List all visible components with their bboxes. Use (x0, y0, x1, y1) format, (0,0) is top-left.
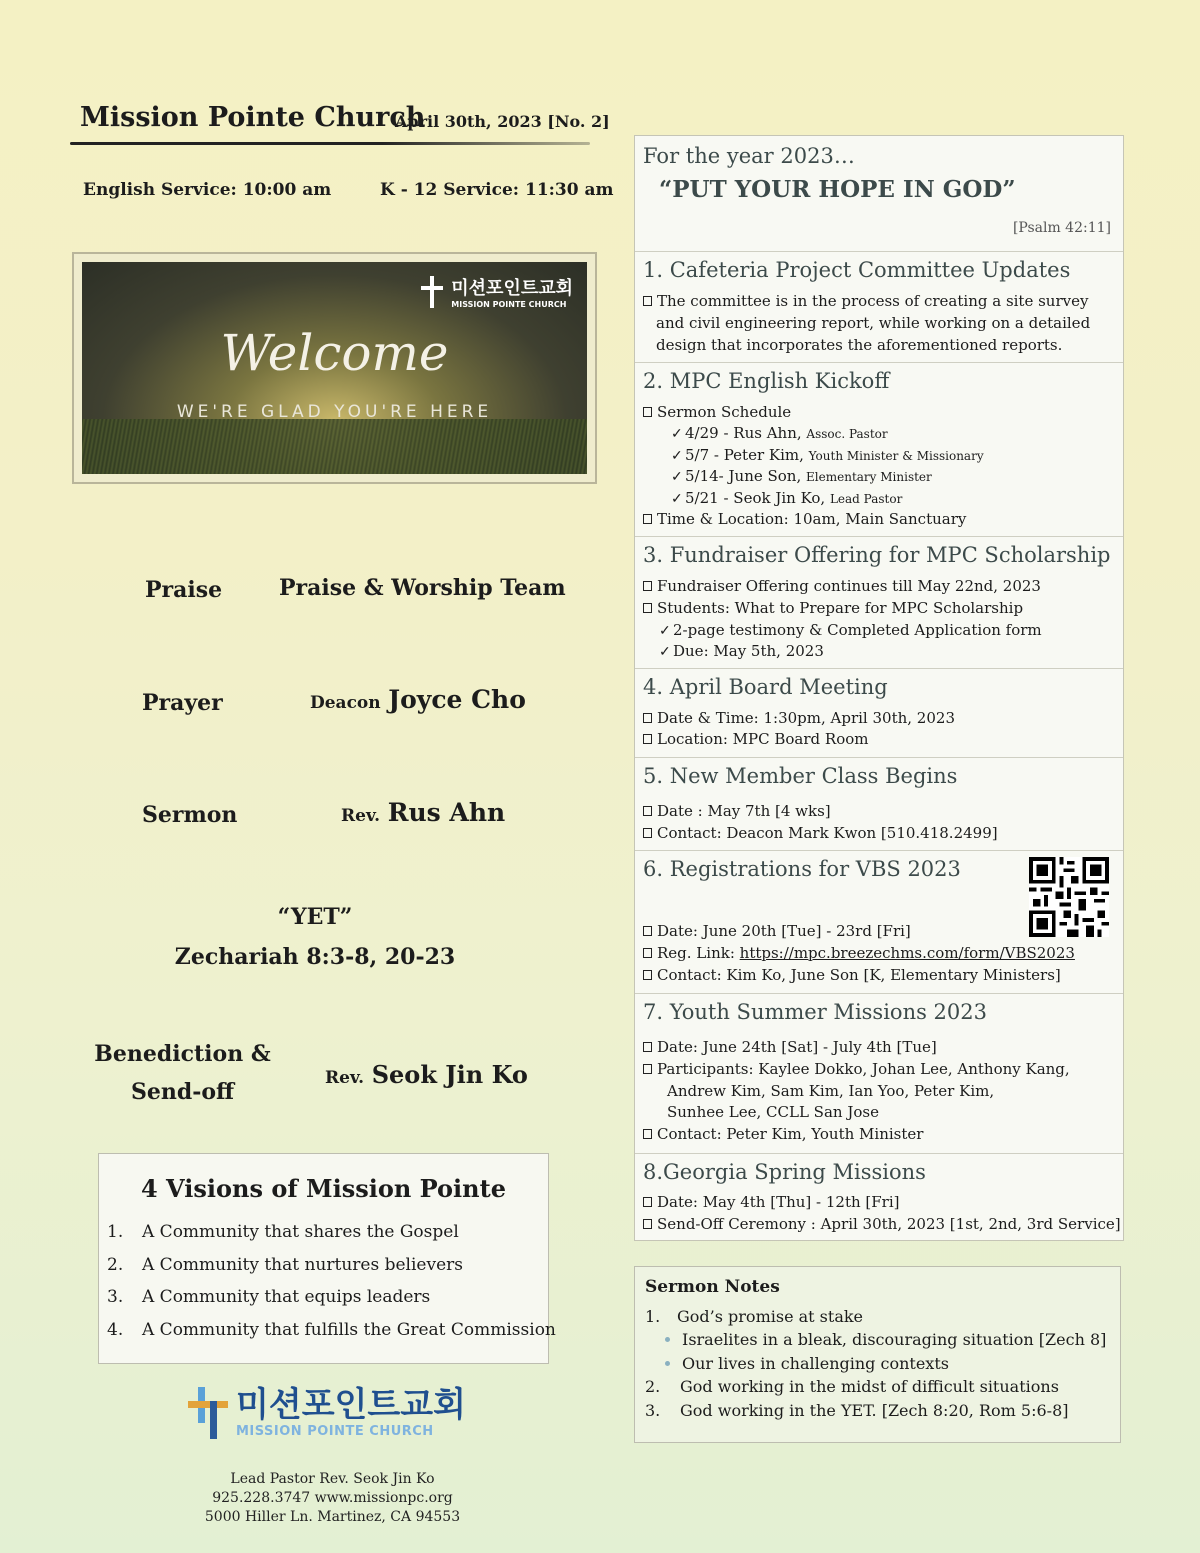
prayer-leader (310, 685, 526, 714)
welcome-text: Welcome (220, 324, 449, 382)
announcement-fundraiser: 3. Fundraiser Offering for MPC Scholarship Fundraiser Offering continues till May 22nd, 2023 Students: What to Prepare for MPC Scholarship ✓ 2-page testimony & Completed Application form ✓ Due: May 5th, 2023 (635, 536, 1123, 668)
vision-item: 4. A Community that fulfills the Great Commission (107, 1319, 556, 1340)
benediction-label-line2: Send-off (130, 1079, 235, 1105)
check-icon: ✓ (671, 491, 683, 507)
church-contact-info (170, 1470, 495, 1527)
checkbox-icon (643, 1064, 652, 1074)
announcement-georgia-missions: 8.Georgia Spring Missions Date: May 4th [Thu] - 12th [Fri] Send-Off Ceremony : April 30th, 2023 [1st, 2nd, 3rd Service] (635, 1153, 1123, 1242)
sermon-preacher-title: Rev. (341, 806, 381, 826)
vision-item: 3. A Community that equips leaders (107, 1287, 431, 1307)
benediction-label (90, 1035, 275, 1111)
banner-logo-english: MISSION POINTE CHURCH (451, 300, 567, 309)
lead-pastor: Lead Pastor Rev. Seok Jin Ko (230, 1471, 435, 1487)
praise-leader: Praise & Worship Team (279, 575, 566, 601)
visions-title: 4 Visions of Mission Pointe (141, 1174, 506, 1203)
sermon-label: Sermon (142, 802, 238, 828)
checkbox-icon (643, 581, 652, 591)
checkbox-icon (643, 970, 652, 980)
checkbox-icon (643, 603, 652, 613)
logo-english: MISSION POINTE CHURCH (236, 1424, 434, 1439)
check-icon: ✓ (659, 644, 671, 660)
church-name: Mission Pointe Church (80, 102, 426, 133)
prayer-label: Prayer (142, 690, 223, 716)
checkbox-icon (643, 806, 652, 816)
checkbox-icon (643, 1129, 652, 1139)
note-item: 3. God working in the YET. [Zech 8:20, Rom 5:6-8] (645, 1401, 1069, 1420)
checkbox-icon (643, 296, 652, 306)
phone-website: 925.228.3747 www.missionpc.org (212, 1490, 453, 1506)
sermon-notes-title: Sermon Notes (645, 1277, 780, 1297)
sermon-preacher (341, 798, 505, 827)
check-icon: ✓ (671, 426, 683, 442)
year-theme-section (635, 136, 1123, 251)
welcome-tagline: WE'RE GLAD YOU'RE HERE (176, 402, 493, 422)
benediction-label-line1: Benediction & (94, 1041, 271, 1067)
grass-decoration (82, 419, 587, 474)
vision-item: 2. A Community that nurtures believers (107, 1254, 463, 1275)
benediction-leader (325, 1060, 528, 1089)
vbs-registration-link[interactable]: https://mpc.breezechms.com/form/VBS2023 (739, 944, 1075, 962)
sermon-passage: Zechariah 8:3-8, 20-23 (174, 944, 456, 970)
check-icon: ✓ (671, 469, 683, 485)
english-service-time: English Service: 10:00 am (83, 180, 332, 200)
praise-label: Praise (145, 577, 223, 603)
announcement-english-kickoff: 2. MPC English Kickoff Sermon Schedule ✓ 4/29 - Rus Ahn, Assoc. Pastor ✓ 5/7 - Peter Kim, Youth Minister & Missionary ✓ 5/14- June Son, Elementary Minister ✓ 5/21 - Seok Jin Ko, Lead Pastor Time & Location: 10am, Main Sanctuary (635, 362, 1123, 536)
bullet-icon (665, 1361, 670, 1366)
checkbox-icon (643, 948, 652, 958)
year-label: For the year 2023… (643, 144, 855, 168)
note-item: 1. God’s promise at stake (645, 1307, 864, 1326)
prayer-leader-title: Deacon (310, 693, 381, 713)
note-subitem: Our lives in challenging contexts (665, 1354, 949, 1373)
header-divider (70, 142, 590, 145)
announcement-cafeteria: 1. Cafeteria Project Committee Updates The committee is in the process of creating a site survey and civil engineering report, while working on a detailed design that incorporates the aforementioned reports. (635, 251, 1123, 362)
cross-icon (188, 1387, 228, 1439)
banner-logo (421, 274, 573, 309)
banner-photo (82, 262, 587, 474)
welcome-banner (72, 252, 597, 484)
vision-item: 1. A Community that shares the Gospel (107, 1222, 459, 1242)
checkbox-icon (643, 828, 652, 838)
bullet-icon (665, 1337, 670, 1342)
visions-box (98, 1153, 556, 1364)
k12-service-time: K - 12 Service: 11:30 am (380, 180, 614, 200)
year-theme: “PUT YOUR HOPE IN GOD” (659, 176, 1016, 203)
announcement-title: 1. Cafeteria Project Committee Updates (643, 258, 1071, 282)
checkbox-icon (643, 734, 652, 744)
benediction-leader-name: Seok Jin Ko (371, 1060, 528, 1089)
qr-code-icon[interactable] (1029, 857, 1109, 937)
checkbox-icon (643, 407, 652, 417)
announcement-title: 5. New Member Class Begins (643, 764, 958, 788)
announcement-title: 3. Fundraiser Offering for MPC Scholarship (643, 543, 1111, 567)
checkbox-icon (643, 713, 652, 723)
bulletin-date: April 30th, 2023 [No. 2] (395, 112, 610, 131)
announcement-vbs: 6. Registrations for VBS 2023 Date: June 20th [Tue] - 23rd [Fri] Reg. Link: https://mpc.breezechms.com/form/VBS2023 Contact: Kim Ko, June Son [K, Elementary Ministers] (635, 850, 1123, 993)
cross-icon (421, 276, 443, 308)
checkbox-icon (643, 514, 652, 524)
church-logo (188, 1386, 466, 1439)
check-icon: ✓ (659, 623, 671, 639)
announcements-panel (634, 135, 1124, 1241)
checkbox-icon (643, 1197, 652, 1207)
announcement-title: 7. Youth Summer Missions 2023 (643, 1000, 987, 1024)
note-subitem: Israelites in a bleak, discouraging situation [Zech 8] (665, 1330, 1106, 1349)
announcement-title: 4. April Board Meeting (643, 675, 888, 699)
announcement-youth-missions: 7. Youth Summer Missions 2023 Date: June 24th [Sat] - July 4th [Tue] Participants: Kaylee Dokko, Johan Lee, Anthony Kang, Andrew Kim, Sam Kim, Ian Yoo, Peter Kim, Sunhee Lee, CCLL San Jose Contact: Peter Kim, Youth Minister (635, 993, 1123, 1153)
checkbox-icon (643, 1219, 652, 1229)
benediction-leader-title: Rev. (325, 1068, 365, 1088)
sermon-notes-box (634, 1266, 1121, 1443)
address: 5000 Hiller Ln. Martinez, CA 94553 (204, 1509, 461, 1525)
announcement-title: 8.Georgia Spring Missions (643, 1160, 926, 1184)
announcement-title: 6. Registrations for VBS 2023 (643, 857, 961, 881)
year-theme-reference: [Psalm 42:11] (1012, 220, 1111, 236)
visions-list (107, 1216, 556, 1346)
announcement-board-meeting: 4. April Board Meeting Date & Time: 1:30pm, April 30th, 2023 Location: MPC Board Room (635, 668, 1123, 757)
banner-logo-korean: 미션포인트교회 (451, 278, 573, 299)
check-icon: ✓ (671, 448, 683, 464)
note-item: 2. God working in the midst of difficult situations (645, 1377, 1059, 1396)
announcement-title: 2. MPC English Kickoff (643, 369, 890, 393)
checkbox-icon (643, 926, 652, 936)
sermon-title: “YET” (277, 904, 353, 930)
checkbox-icon (643, 1042, 652, 1052)
announcement-new-member: 5. New Member Class Begins Date : May 7th [4 wks] Contact: Deacon Mark Kwon [510.418.2499] (635, 757, 1123, 850)
prayer-leader-name: Joyce Cho (388, 685, 526, 714)
sermon-preacher-name: Rus Ahn (387, 798, 506, 827)
logo-korean: 미션포인트교회 (236, 1385, 466, 1425)
